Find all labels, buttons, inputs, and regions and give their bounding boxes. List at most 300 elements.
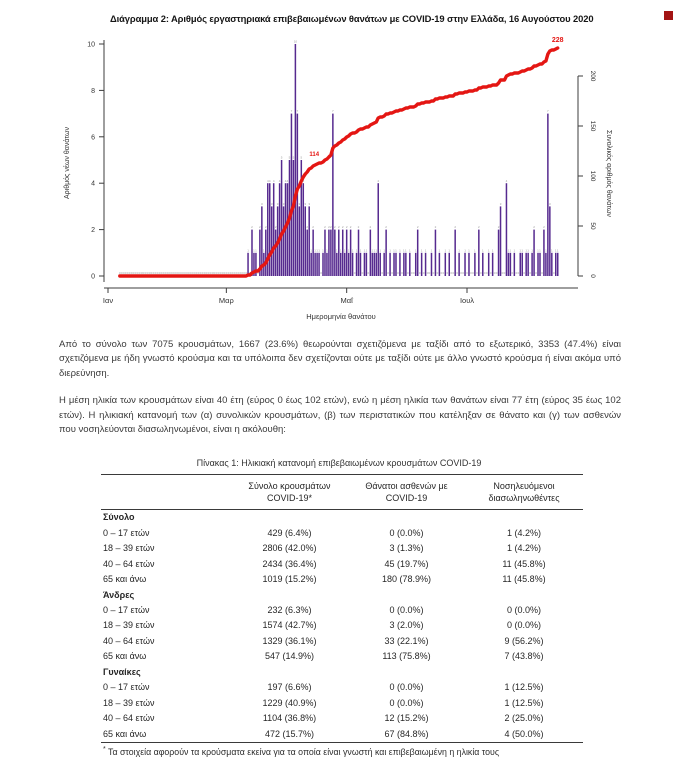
age-group-cell: 0 – 17 ετών — [103, 682, 150, 693]
svg-text:0: 0 — [158, 270, 161, 275]
value-cell: 2434 (36.4%) — [262, 558, 317, 569]
svg-text:2: 2 — [345, 225, 348, 230]
age-distribution-table — [101, 474, 583, 743]
svg-text:1: 1 — [383, 248, 385, 253]
svg-text:0: 0 — [501, 270, 504, 275]
svg-text:0: 0 — [353, 270, 356, 275]
svg-text:0: 0 — [243, 270, 245, 275]
svg-text:0: 0 — [152, 270, 155, 275]
x-axis-title: Ημερομηνία θανάτου — [306, 312, 376, 321]
svg-text:200: 200 — [589, 70, 596, 82]
value-cell: 472 (15.7%) — [264, 728, 315, 739]
svg-text:0: 0 — [428, 270, 431, 275]
svg-text:0: 0 — [460, 270, 462, 275]
svg-text:0: 0 — [166, 270, 169, 275]
svg-text:2: 2 — [264, 225, 267, 230]
value-cell: 1 (4.2%) — [506, 527, 541, 538]
value-cell: 0 (0.0%) — [506, 604, 541, 615]
svg-text:0: 0 — [483, 270, 486, 275]
value-cell: 67 (84.8%) — [384, 728, 429, 739]
svg-text:7: 7 — [547, 109, 549, 114]
svg-text:4: 4 — [302, 178, 305, 183]
svg-text:5: 5 — [292, 155, 295, 160]
svg-text:0: 0 — [410, 270, 413, 275]
svg-text:0: 0 — [239, 270, 241, 275]
svg-text:0: 0 — [511, 270, 514, 275]
svg-text:0: 0 — [197, 270, 200, 275]
svg-text:4: 4 — [272, 178, 275, 183]
svg-text:1: 1 — [513, 248, 516, 253]
deaths-chart — [0, 0, 678, 330]
svg-text:2: 2 — [416, 225, 419, 230]
svg-text:0: 0 — [184, 270, 186, 275]
svg-text:0: 0 — [203, 270, 206, 275]
age-group-cell: 0 – 17 ετών — [103, 604, 150, 615]
svg-text:0: 0 — [144, 270, 147, 275]
svg-text:2: 2 — [385, 225, 387, 230]
svg-text:0: 0 — [541, 270, 543, 275]
svg-text:4: 4 — [266, 178, 269, 183]
svg-text:0: 0 — [164, 270, 167, 275]
table-row — [101, 711, 583, 726]
svg-text:3: 3 — [276, 202, 279, 206]
value-cell: 2 (25.0%) — [504, 713, 544, 724]
svg-text:0: 0 — [391, 270, 393, 275]
svg-text:0: 0 — [174, 270, 176, 275]
value-cell: 11 (45.8%) — [502, 558, 546, 569]
svg-text:1: 1 — [371, 248, 374, 253]
svg-text:3: 3 — [308, 202, 311, 206]
svg-text:0: 0 — [436, 270, 439, 275]
svg-text:10: 10 — [293, 39, 298, 44]
svg-text:0: 0 — [489, 270, 492, 275]
footnote-marker: * — [103, 746, 106, 754]
svg-text:0: 0 — [168, 270, 170, 275]
value-cell: 113 (75.8%) — [382, 651, 431, 662]
value-cell: 180 (78.9%) — [381, 574, 432, 585]
svg-text:0: 0 — [440, 270, 443, 275]
svg-text:8: 8 — [91, 87, 95, 95]
header-empty — [101, 475, 231, 510]
svg-text:1: 1 — [420, 248, 423, 253]
svg-text:3: 3 — [549, 202, 551, 206]
svg-text:1: 1 — [310, 248, 313, 253]
svg-text:0: 0 — [470, 270, 472, 275]
svg-text:0: 0 — [126, 270, 129, 275]
svg-text:2: 2 — [337, 225, 340, 230]
table-footnote — [101, 746, 583, 757]
section-row — [101, 510, 583, 526]
svg-text:0: 0 — [193, 270, 196, 275]
svg-text:1: 1 — [556, 248, 559, 253]
svg-text:0: 0 — [241, 270, 243, 275]
svg-text:0: 0 — [367, 270, 370, 275]
value-cell: 1019 (15.2%) — [262, 574, 317, 585]
svg-text:1: 1 — [355, 248, 358, 253]
value-cell: 12 (15.2%) — [384, 713, 429, 724]
svg-text:1: 1 — [395, 248, 397, 253]
svg-text:0: 0 — [552, 270, 555, 275]
svg-text:0: 0 — [422, 270, 425, 275]
value-cell: 1229 (40.9%) — [262, 697, 317, 708]
svg-text:0: 0 — [495, 270, 498, 275]
svg-text:1: 1 — [474, 248, 476, 253]
value-cell: 0 (0.0%) — [506, 620, 541, 631]
svg-text:0: 0 — [466, 270, 468, 275]
svg-text:0: 0 — [476, 270, 478, 275]
svg-text:1: 1 — [507, 248, 510, 253]
svg-text:1: 1 — [335, 248, 338, 253]
value-cell: 1329 (36.1%) — [262, 635, 317, 646]
svg-text:0: 0 — [387, 270, 389, 275]
svg-text:0: 0 — [515, 270, 518, 275]
svg-text:1: 1 — [509, 248, 512, 253]
age-group-cell: 40 – 64 ετών — [103, 558, 155, 569]
table-row — [101, 541, 583, 556]
svg-text:1: 1 — [430, 248, 433, 253]
value-cell: 1574 (42.7%) — [262, 620, 317, 631]
svg-text:0: 0 — [231, 270, 234, 275]
paragraph-age-distribution: Η μέση ηλικία των κρουσμάτων είναι 40 έτη (εύρος 0 έως 102 ετών), ενώ η μέση ηλικία των θανάτων είναι 77 έτη (εύρος 35 έως 102 ετών). Η ηλικιακή κατανομή των (α) συνολικών κρουσμάτων, (β) των περιστατικών που κατέληξαν σε θάνατο και (γ) των ασθενών που νοσηλεύονται διασωληνωμένοι, είναι η ακόλουθη: — [59, 395, 621, 436]
header-deaths: Θάνατοι ασθενών με COVID-19 — [365, 481, 448, 504]
svg-text:1: 1 — [326, 248, 328, 253]
svg-text:1: 1 — [448, 248, 451, 253]
svg-text:1: 1 — [379, 248, 382, 253]
svg-text:1: 1 — [365, 248, 368, 253]
paragraph-cases-origin: Από το σύνολο των 7075 κρουσμάτων, 1667 (23.6%) θεωρούνται σχετιζόμενα με ταξίδι από το εξωτερικό, 3353 (47.4%) είναι σχετιζόμενα με ήδη γνωστό κρούσμα και τα υπόλοιπα δεν σχετίζονται ούτε με ταξίδι ούτε με άλλο γνωστό κρούσμα ή είναι ακόμα υπό διερεύνηση. — [59, 339, 621, 379]
table-row — [101, 603, 583, 618]
svg-text:0: 0 — [503, 270, 506, 275]
svg-text:5: 5 — [288, 155, 291, 160]
svg-text:2: 2 — [259, 225, 261, 230]
age-group-cell: 18 – 39 ετών — [103, 697, 155, 708]
value-cell: 1 (4.2%) — [506, 543, 541, 554]
table-caption: Πίνακας 1: Ηλικιακή κατανομή επιβεβαιωμένων κρουσμάτων COVID-19 — [196, 458, 482, 468]
svg-text:5: 5 — [300, 155, 303, 160]
svg-text:2: 2 — [349, 225, 352, 230]
svg-text:2: 2 — [477, 225, 480, 230]
svg-text:2: 2 — [341, 225, 344, 230]
svg-text:0: 0 — [381, 270, 384, 275]
table-row — [101, 572, 583, 587]
svg-text:Ιουλ: Ιουλ — [459, 296, 475, 305]
svg-text:0: 0 — [132, 270, 135, 275]
svg-text:2: 2 — [251, 225, 253, 230]
svg-text:0: 0 — [412, 270, 415, 275]
svg-text:3: 3 — [270, 202, 273, 206]
age-group-cell: 65 και άνω — [103, 651, 147, 662]
svg-text:50: 50 — [589, 222, 596, 230]
svg-text:0: 0 — [118, 270, 121, 275]
svg-text:0: 0 — [142, 270, 145, 275]
svg-text:0: 0 — [456, 270, 458, 275]
svg-text:1: 1 — [316, 248, 318, 253]
svg-text:0: 0 — [361, 270, 364, 275]
svg-text:2: 2 — [357, 225, 360, 230]
svg-text:0: 0 — [190, 270, 192, 275]
svg-text:0: 0 — [124, 270, 127, 275]
svg-text:7: 7 — [290, 109, 293, 114]
svg-text:2: 2 — [324, 225, 326, 230]
svg-text:0: 0 — [162, 270, 165, 275]
svg-text:4: 4 — [278, 178, 281, 183]
svg-text:1: 1 — [339, 248, 342, 253]
svg-text:1: 1 — [464, 248, 466, 253]
svg-text:0: 0 — [257, 270, 259, 275]
svg-text:1: 1 — [375, 248, 378, 253]
chart-title: Διάγραμμα 2: Αριθμός εργαστηριακά επιβεβαιωμένων θανάτων με COVID-19 στην Ελλάδα, 16 Αυγούστου 2020 — [110, 13, 594, 24]
svg-text:3: 3 — [298, 202, 301, 206]
age-group-cell: 18 – 39 ετών — [103, 620, 155, 631]
value-cell: 0 (0.0%) — [389, 604, 424, 615]
value-cell: 9 (56.2%) — [504, 635, 544, 646]
age-group-cell: 40 – 64 ετών — [103, 635, 155, 646]
svg-text:0: 0 — [180, 270, 182, 275]
svg-text:6: 6 — [91, 134, 95, 142]
svg-text:1: 1 — [527, 248, 529, 253]
svg-text:0: 0 — [201, 270, 204, 275]
svg-text:0: 0 — [211, 270, 214, 275]
value-cell: 33 (22.1%) — [384, 635, 429, 646]
svg-text:0: 0 — [517, 270, 520, 275]
svg-text:0: 0 — [199, 270, 202, 275]
svg-text:1: 1 — [458, 248, 460, 253]
svg-text:0: 0 — [245, 270, 247, 275]
svg-text:0: 0 — [426, 270, 429, 275]
svg-text:2: 2 — [533, 225, 535, 230]
age-group-cell: 18 – 39 ετών — [103, 543, 155, 554]
svg-text:1: 1 — [405, 248, 407, 253]
value-cell: 197 (6.6%) — [267, 682, 312, 693]
svg-text:2: 2 — [434, 225, 437, 230]
value-cell: 0 (0.0%) — [389, 697, 424, 708]
svg-text:1: 1 — [314, 248, 316, 253]
svg-text:0: 0 — [229, 270, 232, 275]
svg-text:3: 3 — [499, 202, 502, 206]
svg-text:0: 0 — [178, 270, 180, 275]
value-cell: 3 (1.3%) — [389, 543, 424, 554]
svg-text:1: 1 — [393, 248, 395, 253]
svg-text:0: 0 — [205, 270, 208, 275]
table-body — [101, 510, 583, 743]
table-row — [101, 680, 583, 695]
y-axis-right-title: Συνολικός αριθμός θανάτων — [605, 130, 612, 217]
svg-text:0: 0 — [529, 270, 531, 275]
svg-text:0: 0 — [452, 270, 455, 275]
section-label: Σύνολο — [103, 512, 135, 523]
svg-text:228: 228 — [551, 37, 564, 44]
svg-text:0: 0 — [219, 270, 222, 275]
value-cell: 429 (6.4%) — [267, 527, 312, 538]
svg-text:1: 1 — [554, 248, 557, 253]
value-cell: 7 (43.8%) — [504, 651, 544, 662]
svg-text:0: 0 — [472, 270, 474, 275]
age-group-cell: 40 – 64 ετών — [103, 713, 155, 724]
age-group-cell: 0 – 17 ετών — [103, 527, 150, 538]
value-cell: 11 (45.8%) — [502, 574, 546, 585]
value-cell: 0 (0.0%) — [389, 527, 424, 538]
svg-text:0: 0 — [493, 270, 496, 275]
svg-text:1: 1 — [539, 248, 541, 253]
svg-text:4: 4 — [268, 178, 271, 183]
svg-text:0: 0 — [188, 270, 190, 275]
table-row — [101, 727, 583, 743]
svg-text:0: 0 — [215, 270, 218, 275]
table-row — [101, 696, 583, 711]
svg-text:2: 2 — [274, 225, 277, 230]
svg-text:1: 1 — [545, 248, 547, 253]
svg-text:1: 1 — [389, 248, 391, 253]
svg-text:1: 1 — [363, 248, 366, 253]
svg-text:0: 0 — [479, 270, 482, 275]
age-group-cell: 65 και άνω — [103, 574, 147, 585]
svg-text:4: 4 — [91, 180, 95, 188]
footnote-text: Τα στοιχεία αφορούν τα κρούσματα εκείνα για τα οποία είναι γνωστή και επιβεβαιωμένη η ηλικία τους — [108, 747, 500, 758]
table-row — [101, 526, 583, 541]
table-header — [101, 475, 583, 510]
svg-text:0: 0 — [176, 270, 178, 275]
svg-text:0: 0 — [170, 270, 172, 275]
svg-text:0: 0 — [146, 270, 149, 275]
svg-text:0: 0 — [150, 270, 153, 275]
table-row — [101, 634, 583, 649]
svg-text:0: 0 — [418, 270, 421, 275]
table-row — [101, 557, 583, 572]
svg-text:1: 1 — [519, 248, 522, 253]
svg-text:1: 1 — [359, 248, 362, 253]
svg-text:1: 1 — [550, 248, 553, 253]
svg-text:0: 0 — [535, 270, 537, 275]
svg-text:1: 1 — [373, 248, 376, 253]
svg-text:1: 1 — [537, 248, 539, 253]
value-cell: 232 (6.3%) — [267, 604, 312, 615]
svg-text:7: 7 — [296, 109, 299, 114]
svg-text:0: 0 — [186, 270, 188, 275]
svg-text:2: 2 — [497, 225, 500, 230]
svg-text:0: 0 — [450, 270, 453, 275]
svg-text:0: 0 — [128, 270, 131, 275]
svg-text:3: 3 — [282, 202, 285, 206]
section-label: Γυναίκες — [103, 666, 141, 677]
svg-text:0: 0 — [130, 270, 133, 275]
svg-text:1: 1 — [403, 248, 405, 253]
svg-text:150: 150 — [589, 120, 596, 132]
svg-text:10: 10 — [87, 41, 95, 49]
svg-text:0: 0 — [589, 274, 596, 278]
svg-text:1: 1 — [318, 248, 320, 253]
svg-text:0: 0 — [182, 270, 184, 275]
svg-text:1: 1 — [399, 248, 401, 253]
value-cell: 1 (12.5%) — [504, 697, 544, 708]
svg-text:0: 0 — [156, 270, 159, 275]
svg-text:0: 0 — [122, 270, 125, 275]
section-row — [101, 665, 583, 680]
svg-text:1: 1 — [521, 248, 524, 253]
svg-text:0: 0 — [213, 270, 216, 275]
svg-text:1: 1 — [487, 248, 490, 253]
svg-text:4: 4 — [505, 178, 508, 183]
svg-text:4: 4 — [377, 178, 380, 183]
value-cell: 3 (2.0%) — [389, 620, 424, 631]
svg-text:1: 1 — [525, 248, 528, 253]
svg-text:1: 1 — [247, 248, 249, 253]
svg-text:2: 2 — [330, 225, 332, 230]
svg-text:0: 0 — [223, 270, 226, 275]
svg-text:1: 1 — [347, 248, 350, 253]
age-group-cell: 65 και άνω — [103, 728, 147, 739]
svg-text:0: 0 — [209, 270, 212, 275]
svg-text:2: 2 — [369, 225, 372, 230]
header-total-cases: Σύνολο κρουσμάτων COVID-19* — [248, 481, 331, 504]
svg-text:2: 2 — [334, 225, 336, 230]
svg-text:1: 1 — [255, 248, 257, 253]
svg-text:1: 1 — [481, 248, 484, 253]
svg-text:0: 0 — [172, 270, 174, 275]
svg-text:Μαΐ: Μαΐ — [340, 296, 353, 305]
table-row — [101, 650, 583, 665]
svg-text:0: 0 — [446, 270, 449, 275]
svg-text:0: 0 — [221, 270, 224, 275]
value-cell: 0 (0.0%) — [389, 682, 424, 693]
svg-text:1: 1 — [424, 248, 427, 253]
svg-text:0: 0 — [442, 270, 445, 275]
svg-text:2: 2 — [543, 225, 545, 230]
svg-text:0: 0 — [120, 270, 123, 275]
svg-text:2: 2 — [306, 225, 309, 230]
svg-text:0: 0 — [233, 270, 236, 275]
svg-text:2: 2 — [91, 227, 95, 235]
age-table-wrap — [101, 474, 583, 757]
svg-text:100: 100 — [589, 170, 596, 182]
svg-text:3: 3 — [304, 202, 307, 206]
svg-text:5: 5 — [280, 155, 283, 160]
svg-text:0: 0 — [136, 270, 139, 275]
svg-text:1: 1 — [343, 248, 346, 253]
svg-text:0: 0 — [235, 270, 238, 275]
svg-text:1: 1 — [351, 248, 354, 253]
svg-text:0: 0 — [207, 270, 210, 275]
svg-text:0: 0 — [249, 270, 251, 275]
svg-text:1: 1 — [408, 248, 411, 253]
svg-text:0: 0 — [91, 273, 95, 281]
svg-text:0: 0 — [195, 270, 198, 275]
svg-text:1: 1 — [262, 248, 265, 253]
value-cell: 1104 (36.8%) — [262, 713, 317, 724]
svg-text:3: 3 — [261, 202, 263, 206]
svg-text:0: 0 — [406, 270, 409, 275]
svg-text:0: 0 — [432, 270, 435, 275]
svg-text:0: 0 — [138, 270, 141, 275]
section-row — [101, 588, 583, 603]
svg-text:7: 7 — [332, 109, 334, 114]
svg-text:0: 0 — [148, 270, 151, 275]
svg-text:4: 4 — [286, 178, 289, 183]
svg-text:2: 2 — [312, 225, 314, 230]
svg-text:0: 0 — [217, 270, 220, 275]
header-intubated: Νοσηλευόμενοι διασωληνωθέντες — [488, 481, 560, 504]
svg-text:0: 0 — [237, 270, 240, 275]
svg-text:4: 4 — [284, 178, 287, 183]
body-text — [59, 338, 621, 451]
svg-text:0: 0 — [320, 270, 322, 275]
svg-text:1: 1 — [414, 248, 417, 253]
svg-text:1: 1 — [444, 248, 447, 253]
svg-text:1: 1 — [491, 248, 494, 253]
svg-text:0: 0 — [225, 270, 228, 275]
svg-text:0: 0 — [140, 270, 143, 275]
svg-text:0: 0 — [401, 270, 403, 275]
svg-text:1: 1 — [253, 248, 255, 253]
